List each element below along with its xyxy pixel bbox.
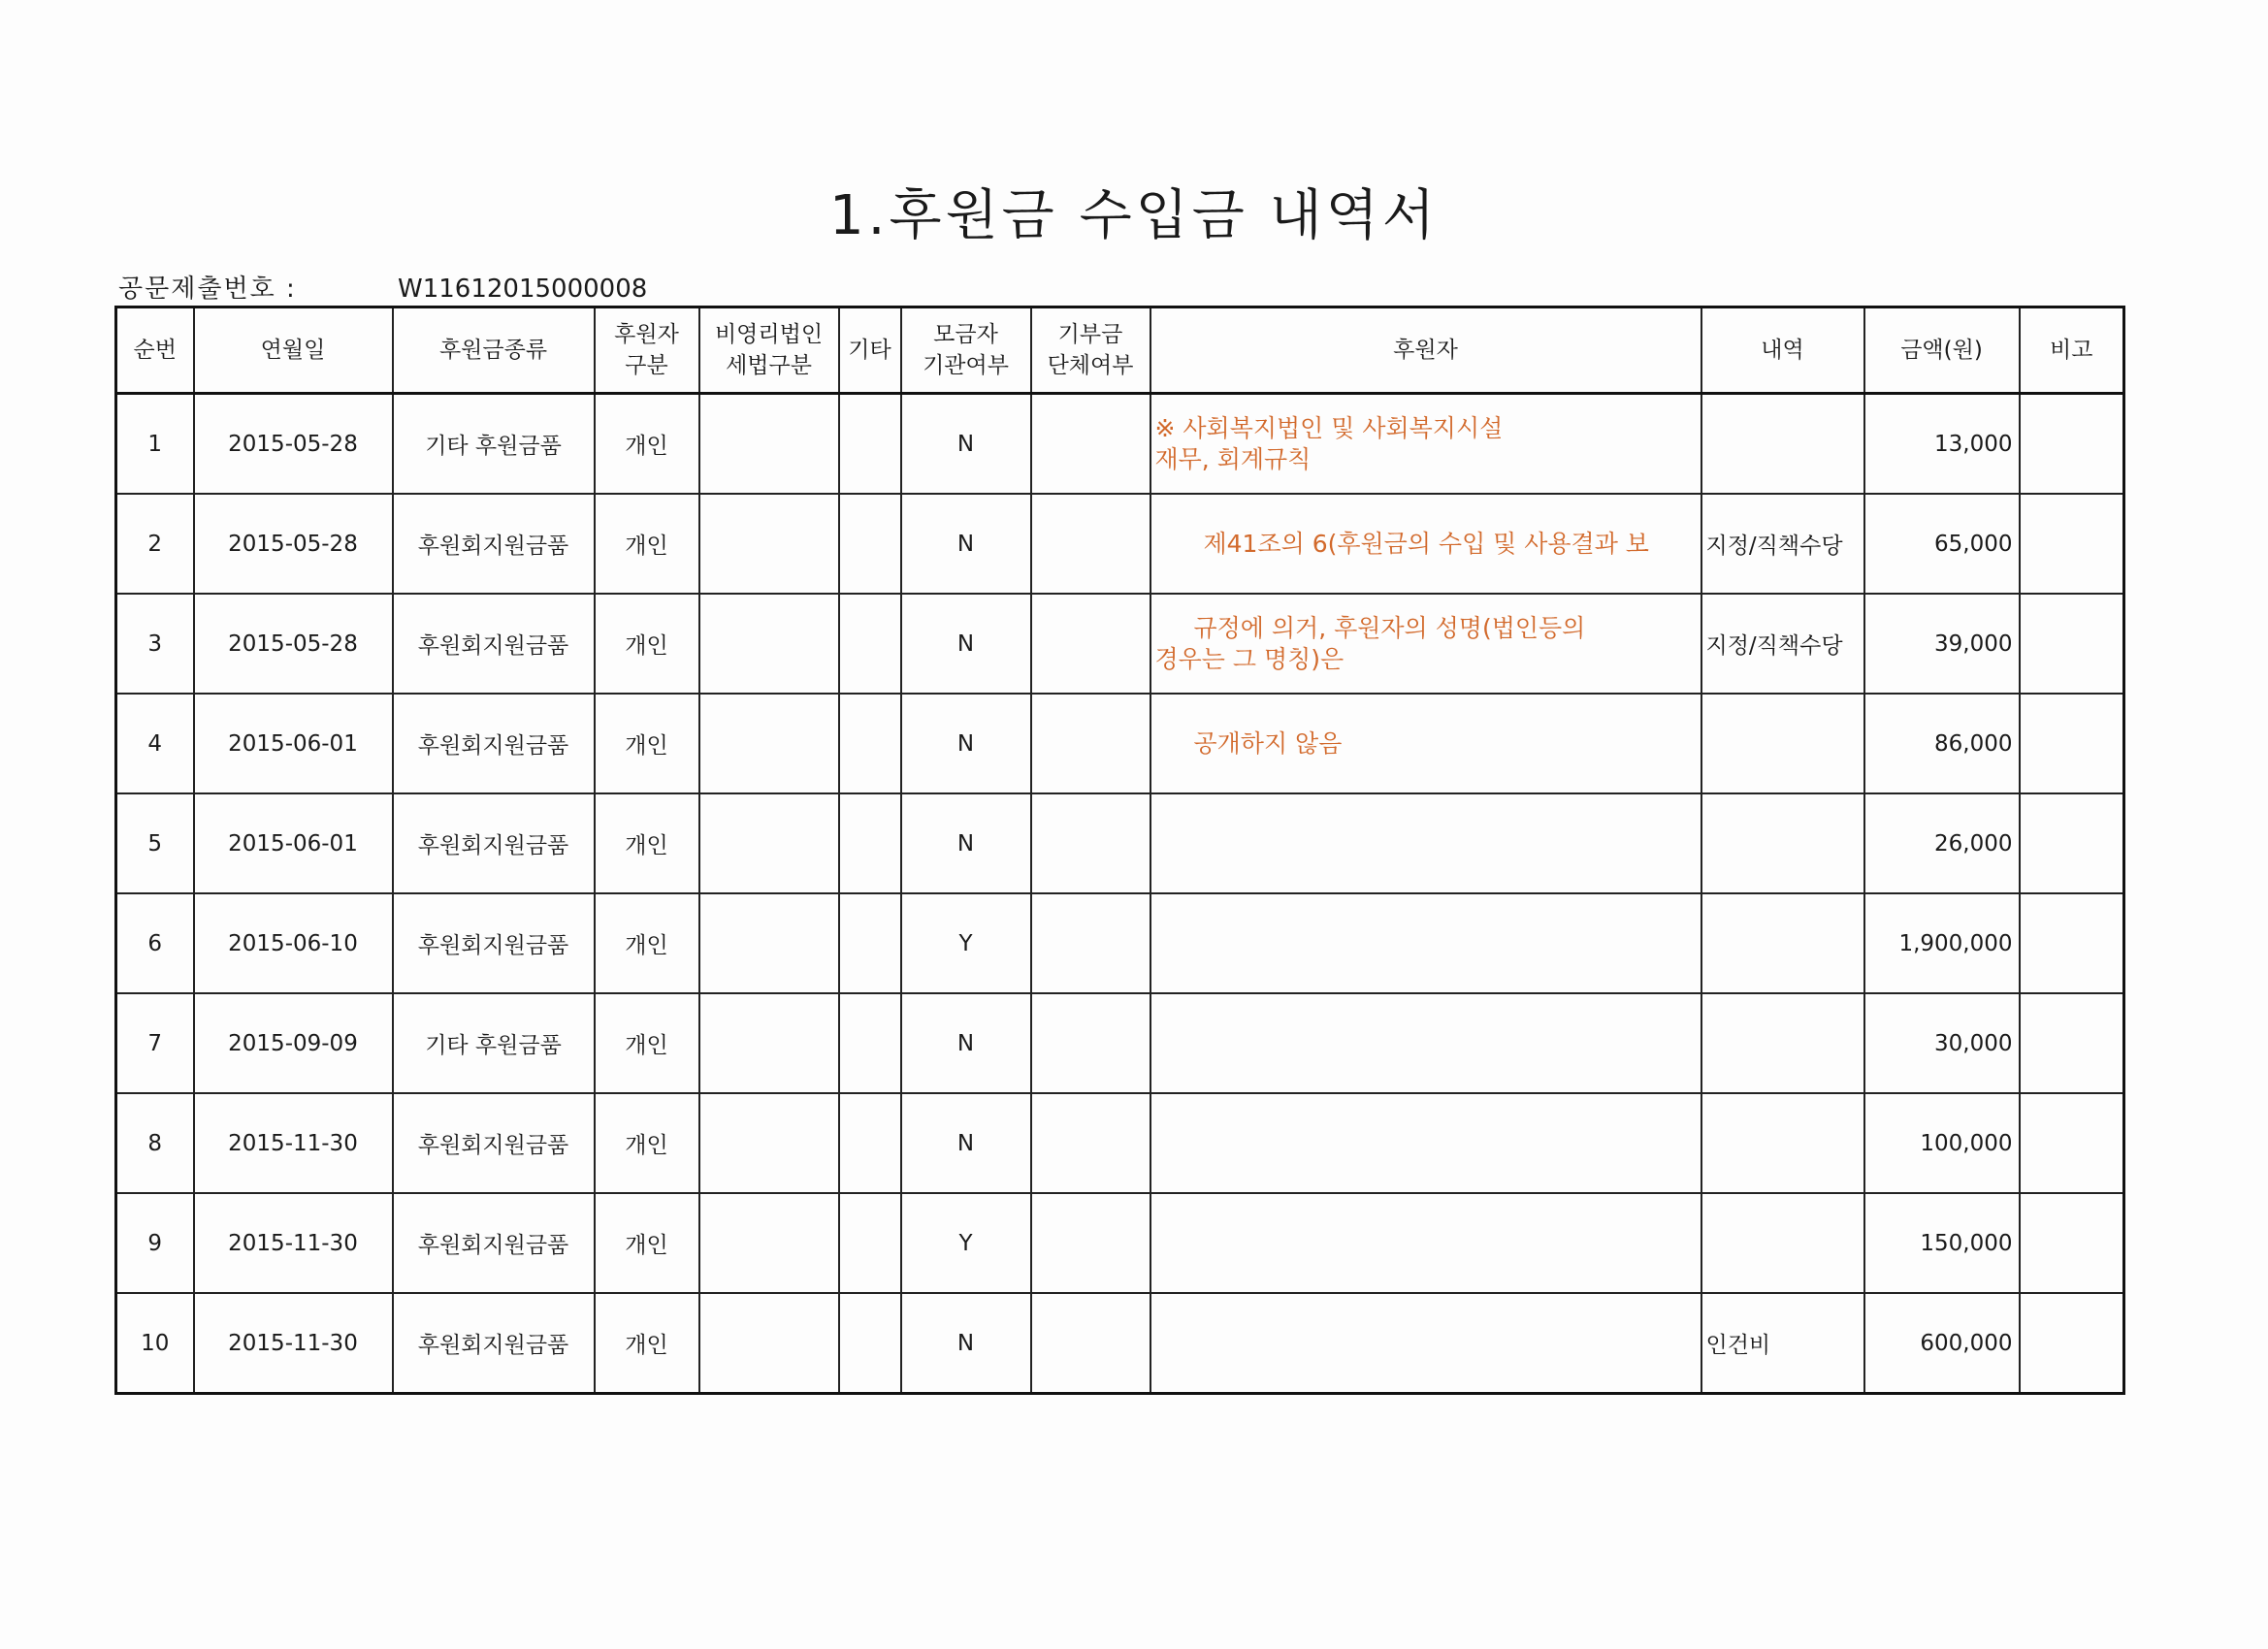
row-other (839, 1093, 901, 1193)
row-item (1701, 394, 1864, 495)
row-donation-org (1031, 594, 1150, 694)
row-type: 후원회지원금품 (393, 793, 595, 893)
row-donor-type: 개인 (595, 394, 699, 495)
document-number (118, 269, 647, 305)
header-item: 내역 (1701, 307, 1864, 394)
row-donor-type: 개인 (595, 594, 699, 694)
row-amount: 1,900,000 (1864, 893, 2020, 993)
table-row (116, 1293, 2124, 1394)
row-date: 2015-06-01 (194, 793, 393, 893)
row-no: 4 (116, 694, 194, 793)
row-donor (1150, 694, 1701, 793)
row-donation-org (1031, 394, 1150, 495)
row-nonprofit-tax (699, 793, 839, 893)
donation-income-table (114, 306, 2125, 1395)
row-fundraiser: Y (901, 893, 1031, 993)
row-donor (1150, 494, 1701, 594)
row-remarks (2020, 1293, 2124, 1394)
row-fundraiser: N (901, 1293, 1031, 1394)
row-donation-org (1031, 993, 1150, 1093)
table-row (116, 594, 2124, 694)
row-donor (1150, 1293, 1701, 1394)
row-date: 2015-09-09 (194, 993, 393, 1093)
row-item (1701, 694, 1864, 793)
row-nonprofit-tax (699, 893, 839, 993)
row-no: 9 (116, 1193, 194, 1293)
row-donor (1150, 1193, 1701, 1293)
row-other (839, 993, 901, 1093)
table-row (116, 893, 2124, 993)
row-remarks (2020, 1093, 2124, 1193)
row-fundraiser: N (901, 793, 1031, 893)
row-date: 2015-05-28 (194, 494, 393, 594)
row-donor (1150, 594, 1701, 694)
row-other (839, 793, 901, 893)
table-row (116, 494, 2124, 594)
table-row (116, 1093, 2124, 1193)
header-row (116, 307, 2124, 394)
row-nonprofit-tax (699, 1093, 839, 1193)
row-amount: 30,000 (1864, 993, 2020, 1093)
row-item (1701, 993, 1864, 1093)
row-donation-org (1031, 694, 1150, 793)
row-type: 후원회지원금품 (393, 1293, 595, 1394)
row-donor (1150, 793, 1701, 893)
row-nonprofit-tax (699, 394, 839, 495)
row-date: 2015-11-30 (194, 1293, 393, 1394)
row-item (1701, 893, 1864, 993)
row-type: 후원회지원금품 (393, 893, 595, 993)
row-remarks (2020, 1193, 2124, 1293)
row-no: 1 (116, 394, 194, 495)
header-date: 연월일 (194, 307, 393, 394)
row-date: 2015-11-30 (194, 1193, 393, 1293)
row-date: 2015-05-28 (194, 394, 393, 495)
row-other (839, 1193, 901, 1293)
row-remarks (2020, 494, 2124, 594)
row-amount: 13,000 (1864, 394, 2020, 495)
row-nonprofit-tax (699, 494, 839, 594)
row-donor (1150, 993, 1701, 1093)
document-number-value: W11612015000008 (398, 275, 648, 304)
row-other (839, 694, 901, 793)
row-amount: 65,000 (1864, 494, 2020, 594)
table-row (116, 394, 2124, 495)
header-donor-type: 후원자 구분 (595, 307, 699, 394)
row-nonprofit-tax (699, 993, 839, 1093)
row-remarks (2020, 394, 2124, 495)
row-donation-org (1031, 1293, 1150, 1394)
row-donation-org (1031, 1093, 1150, 1193)
row-no: 3 (116, 594, 194, 694)
row-amount: 600,000 (1864, 1293, 2020, 1394)
privacy-notice-line: 공개하지 않음 (1193, 728, 1343, 758)
row-other (839, 893, 901, 993)
header-donor: 후원자 (1150, 307, 1701, 394)
row-item: 인건비 (1701, 1293, 1864, 1394)
row-other (839, 594, 901, 694)
header-type: 후원금종류 (393, 307, 595, 394)
row-donor (1150, 394, 1701, 495)
row-fundraiser: N (901, 394, 1031, 495)
row-no: 10 (116, 1293, 194, 1394)
row-fundraiser: N (901, 594, 1031, 694)
row-other (839, 1293, 901, 1394)
row-item: 지정/직책수당 (1701, 494, 1864, 594)
header-remarks: 비고 (2020, 307, 2124, 394)
row-amount: 86,000 (1864, 694, 2020, 793)
row-other (839, 494, 901, 594)
row-no: 5 (116, 793, 194, 893)
row-donation-org (1031, 494, 1150, 594)
row-donor-type: 개인 (595, 793, 699, 893)
row-donation-org (1031, 1193, 1150, 1293)
row-amount: 39,000 (1864, 594, 2020, 694)
row-item: 지정/직책수당 (1701, 594, 1864, 694)
row-donor-type: 개인 (595, 1193, 699, 1293)
row-donation-org (1031, 793, 1150, 893)
document-number-label: 공문제출번호 : (118, 275, 297, 304)
row-remarks (2020, 993, 2124, 1093)
row-fundraiser: N (901, 494, 1031, 594)
row-date: 2015-05-28 (194, 594, 393, 694)
table-row (116, 1193, 2124, 1293)
row-date: 2015-11-30 (194, 1093, 393, 1193)
row-type: 후원회지원금품 (393, 594, 595, 694)
header-amount: 금액(원) (1864, 307, 2020, 394)
row-amount: 26,000 (1864, 793, 2020, 893)
row-fundraiser: Y (901, 1193, 1031, 1293)
row-donor-type: 개인 (595, 993, 699, 1093)
row-item (1701, 1193, 1864, 1293)
header-nonprofit-tax (699, 307, 839, 394)
row-fundraiser: N (901, 1093, 1031, 1193)
header-fundraiser: 모금자 기관여부 (901, 307, 1031, 394)
row-no: 7 (116, 993, 194, 1093)
table-row (116, 793, 2124, 893)
row-no: 2 (116, 494, 194, 594)
privacy-notice-line: 제41조의 6(후원금의 수입 및 사용결과 보 (1203, 529, 1649, 558)
row-no: 8 (116, 1093, 194, 1193)
row-item (1701, 793, 1864, 893)
row-type: 후원회지원금품 (393, 1193, 595, 1293)
row-fundraiser: N (901, 993, 1031, 1093)
row-type: 후원회지원금품 (393, 694, 595, 793)
row-amount: 100,000 (1864, 1093, 2020, 1193)
row-remarks (2020, 893, 2124, 993)
row-donor (1150, 1093, 1701, 1193)
header-no: 순번 (116, 307, 194, 394)
row-donor-type: 개인 (595, 893, 699, 993)
row-donor-type: 개인 (595, 494, 699, 594)
row-type: 기타 후원금품 (393, 394, 595, 495)
header-other: 기타 (839, 307, 901, 394)
row-other (839, 394, 901, 495)
row-remarks (2020, 694, 2124, 793)
row-item (1701, 1093, 1864, 1193)
row-donor-type: 개인 (595, 694, 699, 793)
privacy-notice-line: ※ 사회복지법인 및 사회복지시설 (1154, 413, 1504, 442)
table-row (116, 993, 2124, 1093)
row-nonprofit-tax (699, 1193, 839, 1293)
row-type: 후원회지원금품 (393, 1093, 595, 1193)
row-date: 2015-06-01 (194, 694, 393, 793)
privacy-notice-line: 재무, 회계규칙 (1154, 444, 1312, 473)
row-amount: 150,000 (1864, 1193, 2020, 1293)
row-nonprofit-tax (699, 594, 839, 694)
row-remarks (2020, 594, 2124, 694)
row-donor-type: 개인 (595, 1293, 699, 1394)
document-title: 1.후원금 수입금 내역서 (829, 184, 1439, 247)
table-row (116, 694, 2124, 793)
row-donor (1150, 893, 1701, 993)
row-nonprofit-tax (699, 1293, 839, 1394)
row-fundraiser: N (901, 694, 1031, 793)
row-remarks (2020, 793, 2124, 893)
row-donor-type: 개인 (595, 1093, 699, 1193)
row-type: 후원회지원금품 (393, 494, 595, 594)
row-donation-org (1031, 893, 1150, 993)
privacy-notice-line: 규정에 의거, 후원자의 성명(법인등의 (1193, 613, 1586, 642)
row-type: 기타 후원금품 (393, 993, 595, 1093)
header-nonprofit-tax-text: 비영리법인 세법구분 (714, 322, 824, 378)
row-nonprofit-tax (699, 694, 839, 793)
privacy-notice-line: 경우는 그 명칭)은 (1154, 644, 1345, 673)
row-no: 6 (116, 893, 194, 993)
row-date: 2015-06-10 (194, 893, 393, 993)
header-donation-org: 기부금 단체여부 (1031, 307, 1150, 394)
